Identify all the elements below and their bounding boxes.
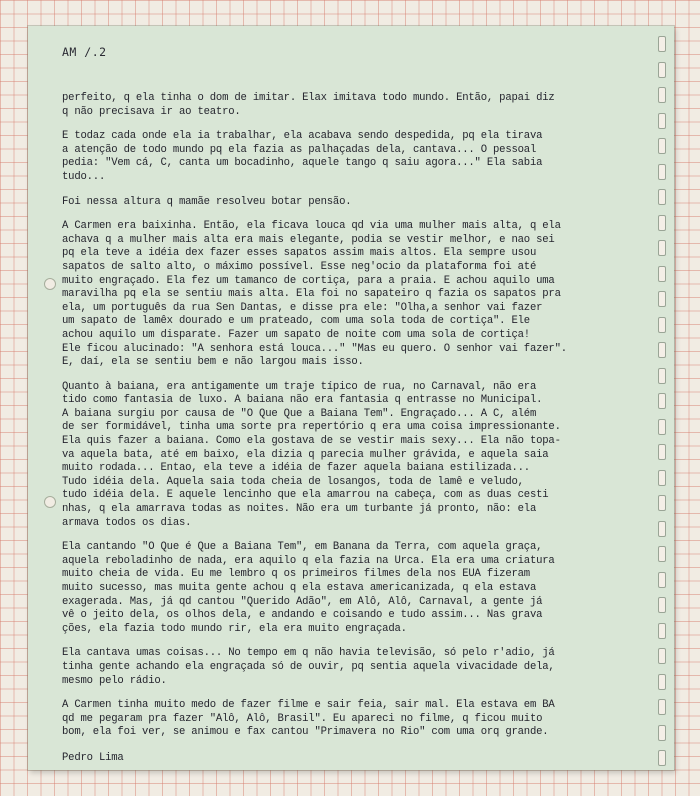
- feed-hole: [658, 189, 666, 205]
- feed-hole: [658, 597, 666, 613]
- feed-hole: [658, 495, 666, 511]
- paragraph-list: [62, 92, 652, 740]
- feed-hole: [658, 113, 666, 129]
- feed-hole: [658, 648, 666, 664]
- feed-hole: [658, 623, 666, 639]
- feed-hole: [658, 342, 666, 358]
- typed-page: [28, 26, 674, 770]
- text-line: bom, ela foi ver, se animou e fax cantou "Primavera no Rio" com uma orq grande.: [62, 726, 549, 739]
- text-line: E todaz cada onde ela ia trabalhar, ela acabava sendo despedida, pq ela tirava: [62, 130, 543, 143]
- feed-hole: [658, 164, 666, 180]
- text-line: Ela cantando "O Que é Que a Baiana Tem", em Banana da Terra, com aquela graça,: [62, 541, 543, 554]
- paragraph: [62, 196, 652, 210]
- text-line: Quanto à baiana, era antigamente um traje típico de rua, no Carnaval, não era: [62, 380, 537, 393]
- text-line: nhas, q ela amarrava todas as noites. Não era um turbante já pronto, não: ela: [62, 503, 537, 516]
- text-line: de ser formidável, tinha uma sorte pra repertório q era uma coisa impressionante.: [62, 421, 561, 434]
- text-line: va aquela bata, até em baixo, ela dizia q parecia mulher grávida, e aquela saia: [62, 448, 549, 461]
- page-reference: AM /.2: [62, 45, 107, 59]
- text-line: A Carmen era baixinha. Então, ela ficava louca qd via uma mulher mais alta, q ela: [62, 220, 561, 233]
- paragraph: [62, 699, 652, 740]
- text-line: tido como fantasia de luxo. A baiana não era fantasia q entrasse no Municipal.: [62, 394, 543, 407]
- feed-hole: [658, 291, 666, 307]
- feed-hole: [658, 699, 666, 715]
- feed-hole: [658, 36, 666, 52]
- text-line: q não precisava ir ao teatro.: [62, 105, 241, 118]
- text-line: qd me pegaram pra fazer "Alô, Alô, Brasil". Eu apareci no filme, q ficou muito: [62, 712, 543, 725]
- paragraph: [62, 381, 652, 531]
- paragraph: [62, 541, 652, 636]
- text-line: sapatos de salto alto, o máximo possível. Esse neg'ocio da plataforma foi até: [62, 260, 537, 273]
- text-line: mesmo pelo rádio.: [62, 674, 167, 687]
- text-line: armava todos os dias.: [62, 516, 192, 529]
- text-line: Foi nessa altura q mamãe resolveu botar pensão.: [62, 195, 352, 208]
- feed-hole: [658, 444, 666, 460]
- feed-hole: [658, 138, 666, 154]
- text-line: tinha gente achando ela engraçada só de ouvir, pq sentia aquela vivacidade dela,: [62, 660, 555, 673]
- tractor-feed-holes: [654, 26, 666, 770]
- feed-hole: [658, 521, 666, 537]
- feed-hole: [658, 470, 666, 486]
- feed-hole: [658, 368, 666, 384]
- feed-hole: [658, 419, 666, 435]
- text-line: A baiana surgiu por causa de "O Que Que a Baiana Tem". Engraçado... A C, além: [62, 407, 537, 420]
- feed-hole: [658, 750, 666, 766]
- feed-hole: [658, 215, 666, 231]
- text-line: maravilha pq ela se sentiu mais alta. Ela foi no sapateiro q fazia os sapatos pra: [62, 288, 561, 301]
- text-line: ela, um português da rua Sen Dantas, e disse pra ele: "Olha,a senhor vai fazer: [62, 301, 543, 314]
- text-line: muito cheia de vida. Eu me lembro q os primeiros filmes dela nos EUA fizeram: [62, 568, 530, 581]
- feed-hole: [658, 87, 666, 103]
- feed-hole: [658, 240, 666, 256]
- text-line: muito sucesso, mas muita gente achou q ela estava americanizada, q ela estava: [62, 582, 537, 594]
- feed-hole: [658, 674, 666, 690]
- text-line: Ele ficou alucinado: "A senhora está louca..." "Mas eu quero. O senhor vai fazer".: [62, 342, 567, 355]
- text-line: pq ela teve a idéia dex fazer esses sapatos assim mais altos. Ela sempre usou: [62, 247, 537, 260]
- text-line: tudo idéia dela. E aquele lencinho que ela amarrou na cabeça, com as duas cesti: [62, 489, 549, 502]
- signature: Pedro Lima: [62, 751, 124, 764]
- text-line: A Carmen tinha muito medo de fazer filme e sair feia, sair mal. Ela estava em BA: [62, 699, 555, 712]
- text-line: aquela reboladinho de nada, era aquilo q ela fazia na Urca. Ela era uma criatura: [62, 554, 555, 567]
- text-line: perfeito, q ela tinha o dom de imitar. Elax imitava todo mundo. Então, papai diz: [62, 92, 555, 104]
- text-line: exagerada. Mas, já qd cantou "Querido Adão", em Alô, Alô, Carnaval, a gente já: [62, 595, 543, 608]
- punch-hole: [44, 496, 56, 508]
- text-line: tudo...: [62, 170, 106, 183]
- feed-hole: [658, 546, 666, 562]
- text-line: a atenção de todo mundo pq ela fazia as palhaçadas dela, cantava... O pessoal: [62, 143, 537, 156]
- paragraph: [62, 647, 652, 688]
- punch-hole: [44, 278, 56, 290]
- text-line: achava q a mulher mais alta era mais elegante, podia se vestir melhor, e nao sei: [62, 233, 555, 246]
- text-line: Ela cantava umas coisas... No tempo em q não havia televisão, só pelo r'adio, já: [62, 647, 555, 660]
- feed-hole: [658, 725, 666, 741]
- text-line: muito engraçado. Ela fez um tamanco de cortiça, para a praia. E achou aquilo uma: [62, 274, 555, 287]
- feed-hole: [658, 572, 666, 588]
- text-line: Tudo idéia dela. Aquela saia toda cheia de losangos, toda de lamê e veludo,: [62, 475, 524, 488]
- typed-text-body: [62, 92, 652, 766]
- text-line: Ela quis fazer a baiana. Como ela gostava de se vestir mais sexy... Ela não topa-: [62, 435, 561, 448]
- feed-hole: [658, 393, 666, 409]
- text-line: pedia: "Vem cá, C, canta um bocadinho, aquele tango q saiu agora..." Ela sabia: [62, 157, 543, 170]
- paragraph: [62, 220, 652, 370]
- text-line: muito rodada... Entao, ela teve a idéia de fazer aquela baiana estilizada...: [62, 462, 530, 475]
- feed-hole: [658, 62, 666, 78]
- paragraph: [62, 130, 652, 184]
- text-line: ções, ela fazia todo mundo rir, ela era muito engraçada.: [62, 622, 407, 635]
- text-line: vê o jeito dela, os olhos dela, e andando e coisando e tudo assim... Nas grava: [62, 609, 543, 622]
- paragraph: [62, 92, 652, 119]
- text-line: achou aquilo um disparate. Fazer um sapato de noite com uma sola de cortiça!: [62, 328, 530, 341]
- feed-hole: [658, 317, 666, 333]
- text-line: E, daí, ela se sentiu bem e não largou mais isso.: [62, 356, 364, 369]
- text-line: um sapato de lamêx dourado e um prateado, com uma sola toda de cortiça". Ele: [62, 315, 530, 328]
- feed-hole: [658, 266, 666, 282]
